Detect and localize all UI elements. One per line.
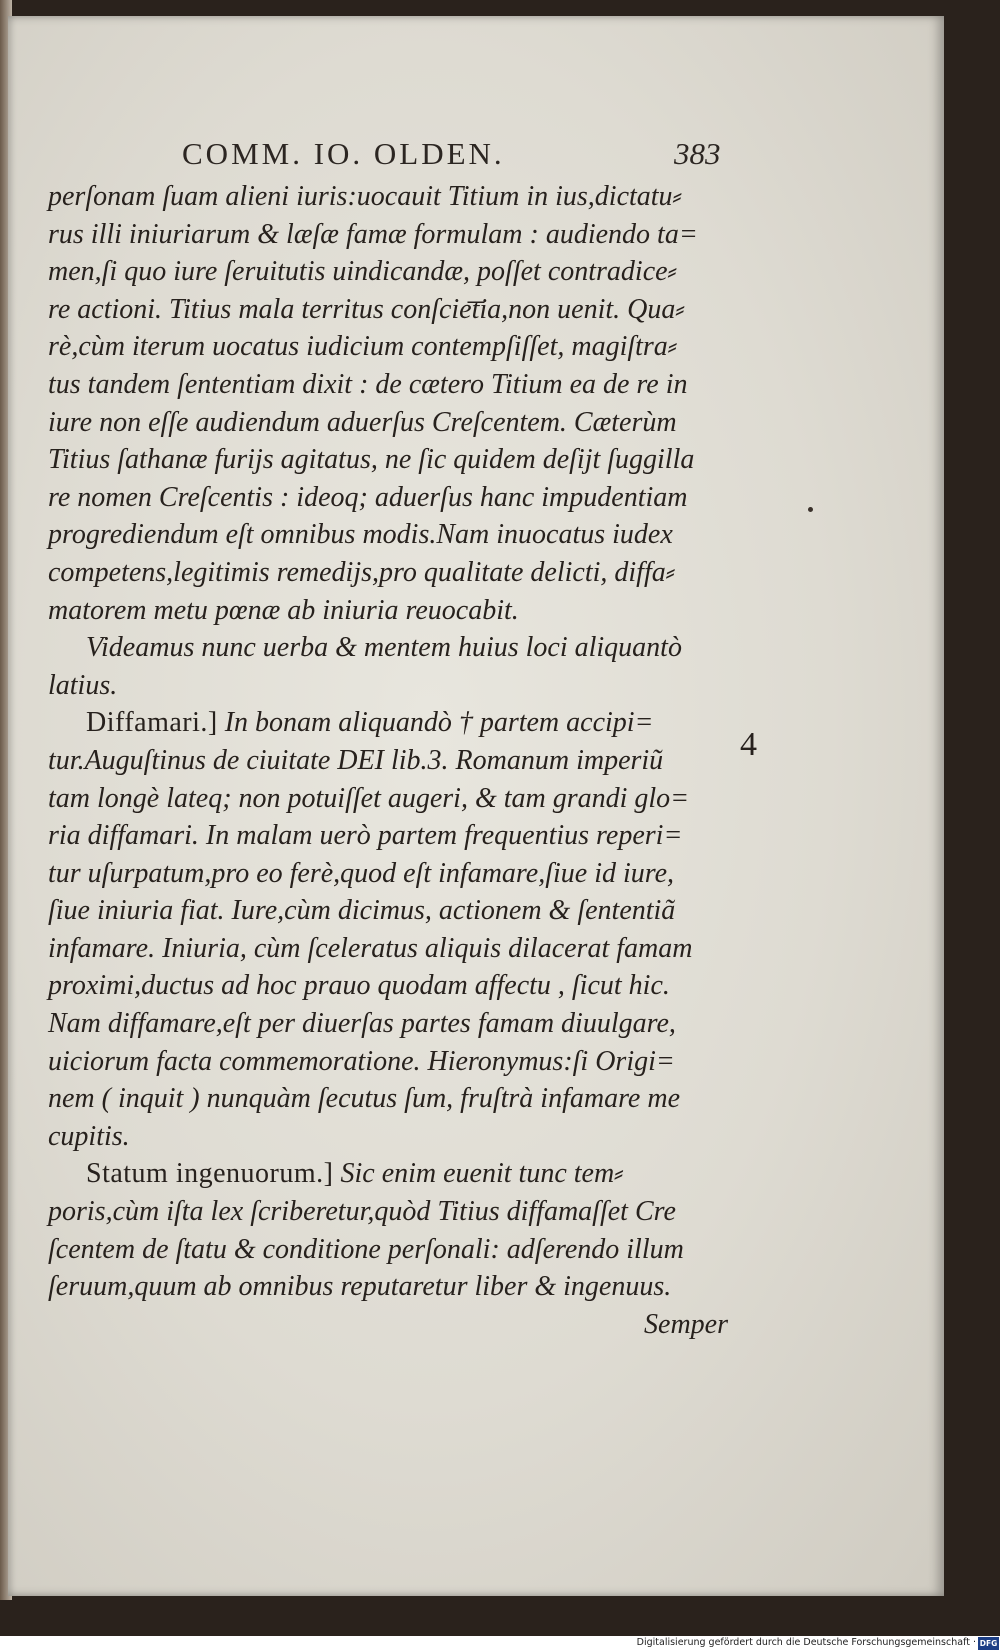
line-text: re nomen Creſcentis : ideoq; aduerſus hanc impudentiam bbox=[48, 481, 688, 513]
text-line bbox=[48, 366, 728, 404]
line-text: tus tandem ſententiam dixit : de cætero Titium ea de re in bbox=[48, 368, 688, 400]
text-line bbox=[48, 1080, 728, 1118]
text-line bbox=[48, 704, 728, 742]
line-text: tam longè lateq; non potuiſſet augeri, & tam grandi glo= bbox=[48, 782, 690, 814]
text-line bbox=[48, 967, 728, 1005]
line-text: iure non eſſe audiendum aduerſus Creſcentem. Cæterùm bbox=[48, 406, 677, 438]
text-line bbox=[48, 892, 728, 930]
running-head bbox=[0, 136, 960, 176]
text-line bbox=[48, 742, 728, 780]
text-line bbox=[48, 216, 728, 254]
text-line bbox=[48, 404, 728, 442]
line-text: perſonam ſuam alieni iuris:uocauit Titium in ius,dictatu⸗ bbox=[48, 181, 682, 212]
ink-speck bbox=[808, 507, 813, 512]
line-text: ria diffamari. In malam uerò partem frequentius reperi= bbox=[48, 820, 683, 852]
funding-notice: Digitalisierung gefördert durch die Deutsche Forschungsgemeinschaft · bbox=[636, 1637, 976, 1648]
line-text: In bonam aliquandò † partem accipi= bbox=[217, 707, 654, 739]
text-line bbox=[48, 479, 728, 517]
text-line bbox=[48, 855, 728, 893]
text-line bbox=[48, 667, 728, 705]
dfg-logo: DFG bbox=[979, 1639, 998, 1648]
lemma: Statum ingenuorum.] bbox=[86, 1158, 334, 1190]
line-text: Nam diffamare,eſt per diuerſas partes famam diuulgare, bbox=[48, 1008, 676, 1040]
margin-note: 4 bbox=[740, 726, 757, 763]
text-line bbox=[48, 629, 728, 667]
text-line bbox=[48, 1155, 728, 1193]
line-text: progrediendum eſt omnibus modis.Nam inuocatus iudex bbox=[48, 519, 673, 551]
line-text: matorem metu pœnæ ab iniuria reuocabit. bbox=[48, 594, 519, 626]
text-line bbox=[48, 1193, 728, 1231]
line-text: uiciorum facta commemoratione. Hieronymus:ſi Origi= bbox=[48, 1045, 675, 1077]
line-text: latius. bbox=[48, 669, 118, 701]
text-line bbox=[48, 253, 728, 291]
line-text: cupitis. bbox=[48, 1120, 130, 1152]
catchword: Semper bbox=[644, 1308, 728, 1340]
text-line bbox=[48, 592, 728, 630]
line-text: competens,legitimis remedijs,pro qualitate delicti, diffa⸗ bbox=[48, 556, 676, 588]
line-text: men,ſi quo iure ſeruitutis uindicandæ, poſſet contradice⸗ bbox=[48, 256, 677, 288]
line-text: ſiue iniuria fiat. Iure,cùm dicimus, actionem & ſententiã bbox=[48, 895, 676, 927]
line-text: Sic enim euenit tunc tem⸗ bbox=[333, 1158, 624, 1190]
line-text: ſcentem de ſtatu & conditione perſonali: adſerendo illum bbox=[48, 1233, 684, 1265]
text-line bbox=[48, 780, 728, 818]
text-line bbox=[48, 1231, 728, 1269]
text-line bbox=[48, 516, 728, 554]
running-title: COMM. IO. OLDEN. bbox=[182, 136, 505, 171]
line-text: infamare. Iniuria, cùm ſceleratus aliquis dilacerat famam bbox=[48, 932, 693, 964]
line-text: rè,cùm iterum uocatus iudicium contempſiſſet, magiſtra⸗ bbox=[48, 331, 678, 363]
text-line bbox=[48, 930, 728, 968]
lemma: Diffamari.] bbox=[86, 707, 218, 739]
line-text: rus illi iniuriarum & læſæ famæ formulam : audiendo ta= bbox=[48, 218, 698, 250]
text-line bbox=[48, 291, 728, 329]
line-text: tur.Auguſtinus de ciuitate DEI lib.3. Romanum imperiũ bbox=[48, 744, 664, 776]
line-text: Videamus nunc uerba & mentem huius loci aliquantò bbox=[86, 632, 682, 664]
text-line bbox=[48, 328, 728, 366]
text-line bbox=[48, 1118, 728, 1156]
line-text: ſeruum,quum ab omnibus reputaretur liber & ingenuus. bbox=[48, 1271, 672, 1303]
text-line bbox=[48, 1005, 728, 1043]
text-line bbox=[48, 554, 728, 592]
text-line bbox=[48, 1268, 728, 1306]
body-text bbox=[48, 178, 728, 1343]
line-text: Titius ſathanæ furijs agitatus, ne ſic quidem deſijt ſuggilla bbox=[48, 444, 695, 476]
text-line bbox=[48, 441, 728, 479]
line-text: nem ( inquit ) nunquàm ſecutus ſum, fruſtrà infamare me bbox=[48, 1083, 681, 1115]
line-text: poris,cùm iſta lex ſcriberetur,quòd Titius diffamaſſet Cre bbox=[48, 1196, 676, 1228]
text-line bbox=[48, 1043, 728, 1081]
line-text: proximi,ductus ad hoc prauo quodam affectu , ſicut hic. bbox=[48, 970, 670, 1002]
line-text: tur uſurpatum,pro eo ferè,quod eſt infamare,ſiue id iure, bbox=[48, 857, 675, 889]
page-number: 383 bbox=[674, 136, 721, 171]
text-line bbox=[48, 178, 728, 216]
line-text: re actioni. Titius mala territus conſcie͞tia,non uenit. Qua⸗ bbox=[48, 293, 685, 325]
text-line bbox=[48, 817, 728, 855]
